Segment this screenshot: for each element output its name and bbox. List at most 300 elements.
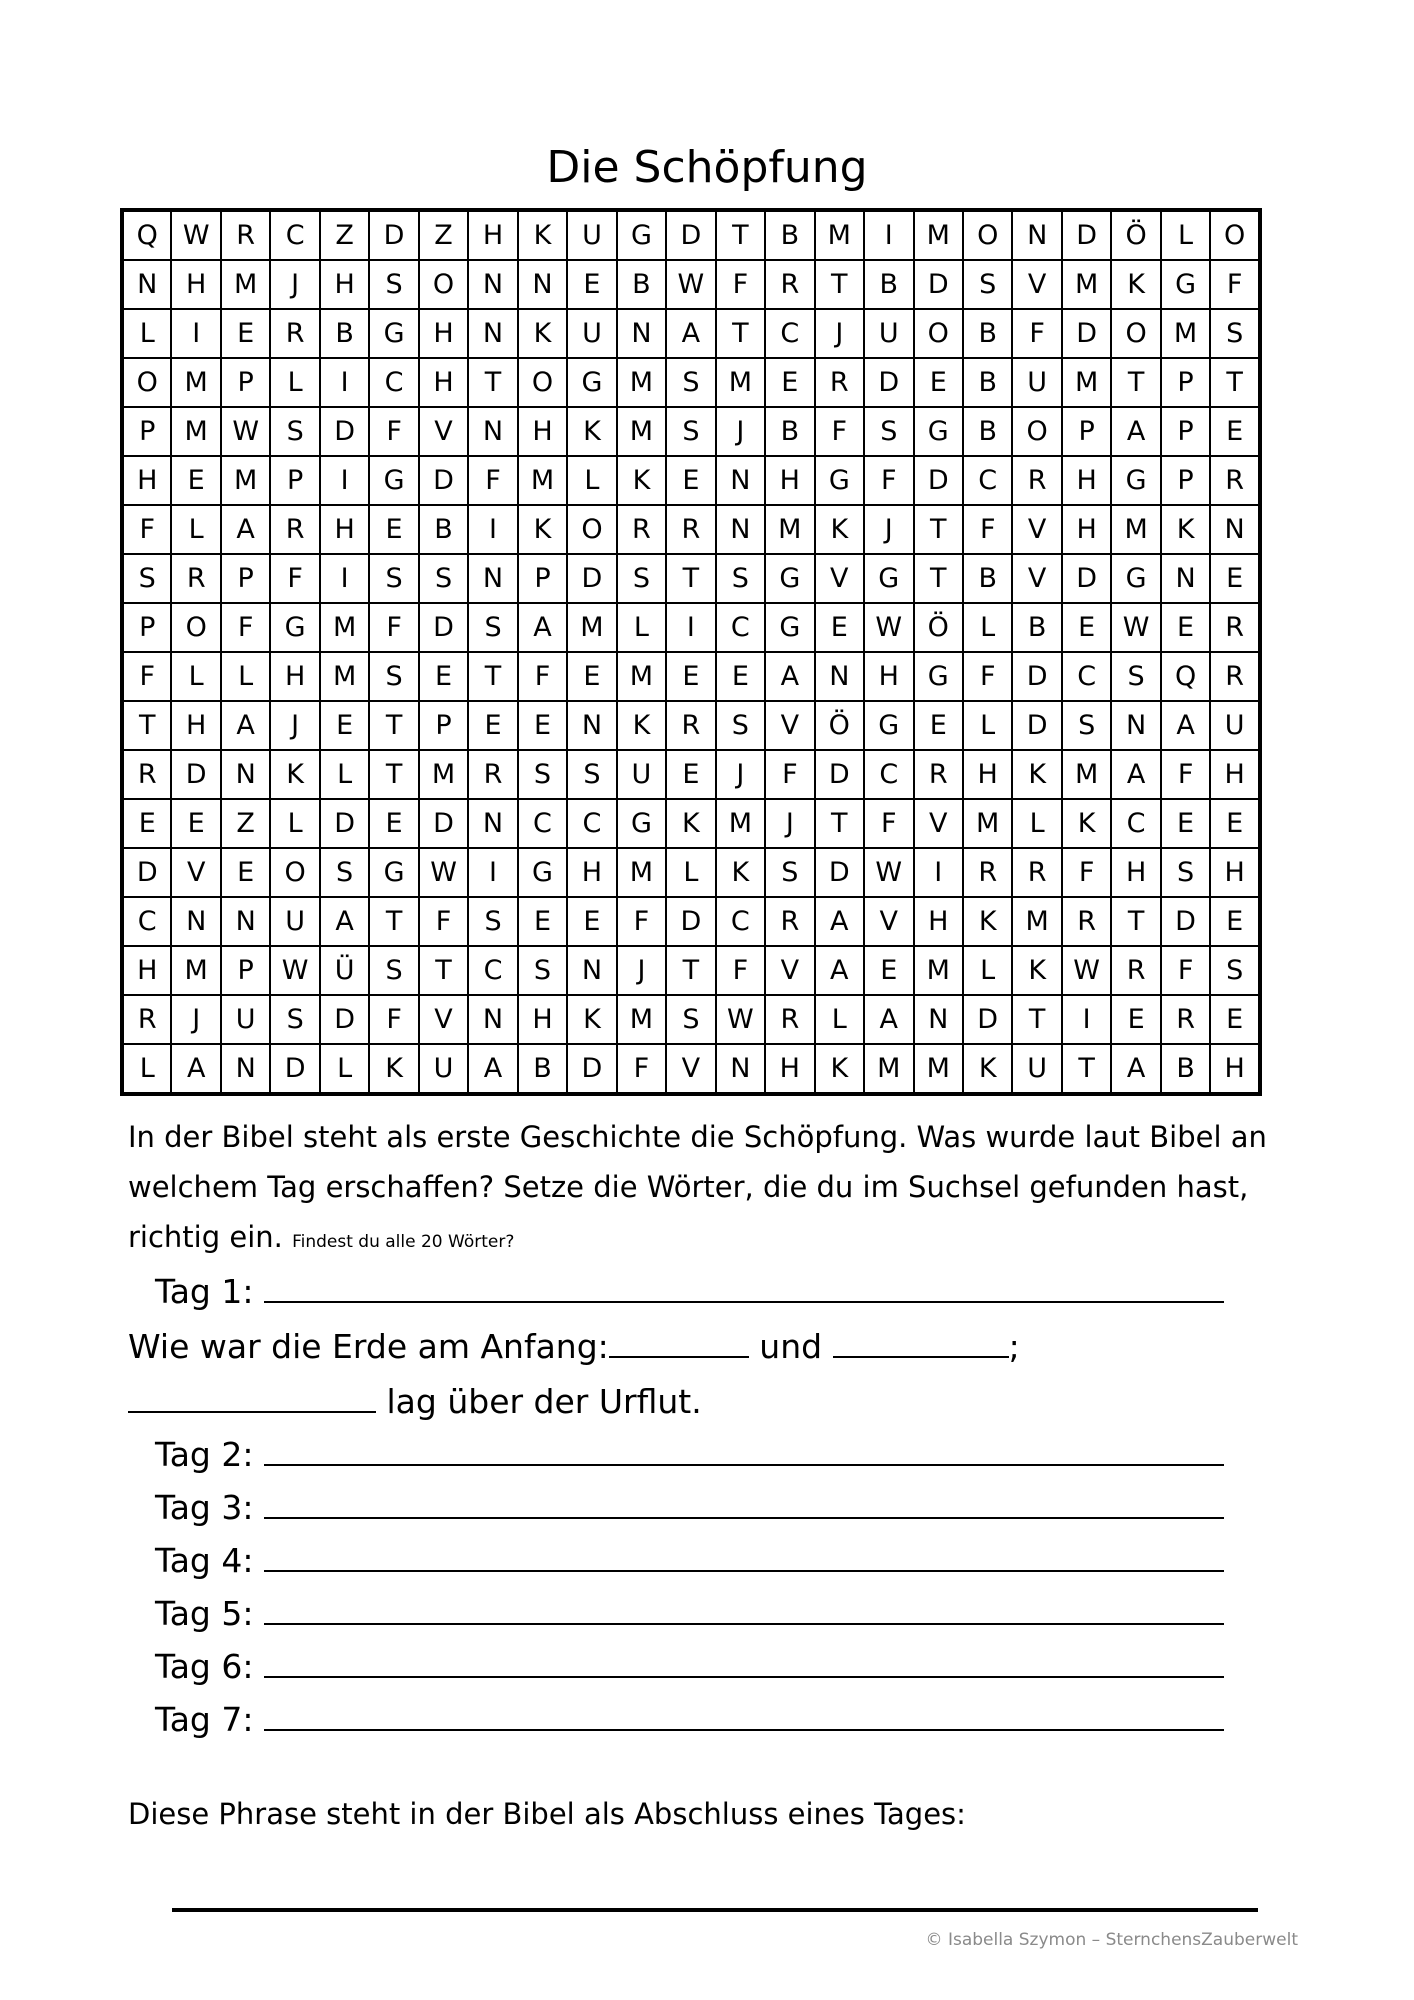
grid-cell[interactable]: V <box>765 946 814 995</box>
grid-cell[interactable]: R <box>122 995 171 1044</box>
grid-cell[interactable]: D <box>122 848 171 897</box>
grid-cell[interactable]: U <box>270 897 319 946</box>
grid-cell[interactable]: C <box>765 309 814 358</box>
grid-cell[interactable]: S <box>419 554 468 603</box>
day-4-answer-line[interactable] <box>264 1540 1224 1572</box>
grid-cell[interactable]: D <box>963 995 1012 1044</box>
grid-cell[interactable]: K <box>815 505 864 554</box>
grid-cell[interactable]: M <box>617 358 666 407</box>
grid-cell[interactable]: S <box>369 554 418 603</box>
grid-cell[interactable]: G <box>270 603 319 652</box>
grid-cell[interactable]: U <box>1012 1044 1061 1094</box>
grid-cell[interactable]: P <box>221 946 270 995</box>
grid-cell[interactable]: D <box>666 210 715 260</box>
grid-cell[interactable]: K <box>617 701 666 750</box>
grid-cell[interactable]: K <box>567 995 616 1044</box>
grid-cell[interactable]: E <box>1210 554 1260 603</box>
grid-cell[interactable]: T <box>666 946 715 995</box>
grid-cell[interactable]: D <box>1062 210 1111 260</box>
grid-cell[interactable]: F <box>369 407 418 456</box>
grid-cell[interactable]: E <box>1161 799 1210 848</box>
grid-cell[interactable]: D <box>567 1044 616 1094</box>
grid-cell[interactable]: D <box>914 456 963 505</box>
grid-cell[interactable]: S <box>963 260 1012 309</box>
grid-cell[interactable]: A <box>666 309 715 358</box>
grid-cell[interactable]: N <box>468 260 517 309</box>
grid-cell[interactable]: S <box>864 407 913 456</box>
grid-cell[interactable]: C <box>369 358 418 407</box>
grid-cell[interactable]: S <box>369 946 418 995</box>
grid-cell[interactable]: S <box>567 750 616 799</box>
grid-cell[interactable]: Z <box>320 210 369 260</box>
grid-cell[interactable]: G <box>1161 260 1210 309</box>
grid-cell[interactable]: T <box>914 554 963 603</box>
grid-cell[interactable]: P <box>122 407 171 456</box>
grid-cell[interactable]: S <box>716 554 765 603</box>
grid-cell[interactable]: N <box>815 652 864 701</box>
grid-cell[interactable]: C <box>567 799 616 848</box>
grid-cell[interactable]: W <box>716 995 765 1044</box>
grid-cell[interactable]: N <box>567 946 616 995</box>
grid-cell[interactable]: I <box>171 309 220 358</box>
grid-cell[interactable]: N <box>716 456 765 505</box>
grid-cell[interactable]: M <box>1062 260 1111 309</box>
grid-cell[interactable]: T <box>716 210 765 260</box>
grid-cell[interactable]: J <box>270 260 319 309</box>
grid-cell[interactable]: M <box>1012 897 1061 946</box>
grid-cell[interactable]: F <box>765 750 814 799</box>
grid-cell[interactable]: K <box>369 1044 418 1094</box>
grid-cell[interactable]: N <box>171 897 220 946</box>
grid-cell[interactable]: K <box>1111 260 1160 309</box>
grid-cell[interactable]: L <box>320 750 369 799</box>
grid-cell[interactable]: S <box>468 603 517 652</box>
grid-cell[interactable]: N <box>122 260 171 309</box>
grid-cell[interactable]: S <box>270 995 319 1044</box>
grid-cell[interactable]: A <box>1111 750 1160 799</box>
grid-cell[interactable]: M <box>914 210 963 260</box>
grid-cell[interactable]: P <box>221 358 270 407</box>
grid-cell[interactable]: V <box>666 1044 715 1094</box>
grid-cell[interactable]: J <box>617 946 666 995</box>
grid-cell[interactable]: M <box>765 505 814 554</box>
grid-cell[interactable]: V <box>1012 505 1061 554</box>
grid-cell[interactable]: Ö <box>914 603 963 652</box>
grid-cell[interactable]: M <box>864 1044 913 1094</box>
day-3-answer-line[interactable] <box>264 1487 1224 1519</box>
grid-cell[interactable]: H <box>765 456 814 505</box>
grid-cell[interactable]: F <box>1012 309 1061 358</box>
grid-cell[interactable]: K <box>666 799 715 848</box>
grid-cell[interactable]: E <box>1210 995 1260 1044</box>
grid-cell[interactable]: T <box>1210 358 1260 407</box>
grid-cell[interactable]: A <box>765 652 814 701</box>
grid-cell[interactable]: F <box>122 505 171 554</box>
grid-cell[interactable]: A <box>815 946 864 995</box>
grid-cell[interactable]: S <box>666 995 715 1044</box>
grid-cell[interactable]: E <box>914 358 963 407</box>
grid-cell[interactable]: E <box>666 456 715 505</box>
grid-cell[interactable]: A <box>864 995 913 1044</box>
grid-cell[interactable]: N <box>468 407 517 456</box>
grid-cell[interactable]: J <box>864 505 913 554</box>
grid-cell[interactable]: C <box>864 750 913 799</box>
grid-cell[interactable]: J <box>765 799 814 848</box>
grid-cell[interactable]: P <box>270 456 319 505</box>
grid-cell[interactable]: V <box>914 799 963 848</box>
day-6-answer-line[interactable] <box>264 1646 1224 1678</box>
grid-cell[interactable]: K <box>270 750 319 799</box>
grid-cell[interactable]: D <box>914 260 963 309</box>
grid-cell[interactable]: R <box>270 309 319 358</box>
grid-cell[interactable]: H <box>171 701 220 750</box>
day-2-answer-line[interactable] <box>264 1434 1224 1466</box>
grid-cell[interactable]: Z <box>419 210 468 260</box>
grid-cell[interactable]: B <box>963 358 1012 407</box>
grid-cell[interactable]: S <box>1161 848 1210 897</box>
grid-cell[interactable]: G <box>914 407 963 456</box>
grid-cell[interactable]: O <box>567 505 616 554</box>
grid-cell[interactable]: E <box>765 358 814 407</box>
grid-cell[interactable]: N <box>716 1044 765 1094</box>
grid-cell[interactable]: P <box>1161 456 1210 505</box>
grid-cell[interactable]: H <box>765 1044 814 1094</box>
grid-cell[interactable]: M <box>419 750 468 799</box>
grid-cell[interactable]: E <box>518 701 567 750</box>
grid-cell[interactable]: M <box>221 260 270 309</box>
grid-cell[interactable]: M <box>914 946 963 995</box>
day-7-answer-line[interactable] <box>264 1699 1224 1731</box>
grid-cell[interactable]: H <box>963 750 1012 799</box>
grid-cell[interactable]: K <box>1012 946 1061 995</box>
grid-cell[interactable]: D <box>864 358 913 407</box>
grid-cell[interactable]: K <box>567 407 616 456</box>
grid-cell[interactable]: V <box>864 897 913 946</box>
grid-cell[interactable]: R <box>1210 652 1260 701</box>
grid-cell[interactable]: E <box>171 456 220 505</box>
grid-cell[interactable]: K <box>518 505 567 554</box>
grid-cell[interactable]: H <box>171 260 220 309</box>
grid-cell[interactable]: I <box>320 554 369 603</box>
grid-cell[interactable]: D <box>1012 652 1061 701</box>
grid-cell[interactable]: P <box>1161 407 1210 456</box>
grid-cell[interactable]: R <box>815 358 864 407</box>
grid-cell[interactable]: U <box>1210 701 1260 750</box>
grid-cell[interactable]: H <box>1210 848 1260 897</box>
grid-cell[interactable]: M <box>1111 505 1160 554</box>
grid-cell[interactable]: C <box>963 456 1012 505</box>
grid-cell[interactable]: D <box>320 799 369 848</box>
grid-cell[interactable]: L <box>1161 210 1210 260</box>
grid-cell[interactable]: T <box>122 701 171 750</box>
grid-cell[interactable]: V <box>1012 554 1061 603</box>
grid-cell[interactable]: E <box>567 652 616 701</box>
grid-cell[interactable]: R <box>765 995 814 1044</box>
grid-cell[interactable]: G <box>518 848 567 897</box>
grid-cell[interactable]: I <box>864 210 913 260</box>
grid-cell[interactable]: H <box>864 652 913 701</box>
grid-cell[interactable]: R <box>1111 946 1160 995</box>
grid-cell[interactable]: T <box>815 799 864 848</box>
grid-cell[interactable]: H <box>914 897 963 946</box>
grid-cell[interactable]: A <box>518 603 567 652</box>
grid-cell[interactable]: P <box>1161 358 1210 407</box>
grid-cell[interactable]: V <box>171 848 220 897</box>
grid-cell[interactable]: U <box>221 995 270 1044</box>
grid-cell[interactable]: T <box>815 260 864 309</box>
grid-cell[interactable]: I <box>320 358 369 407</box>
grid-cell[interactable]: R <box>221 210 270 260</box>
grid-cell[interactable]: E <box>864 946 913 995</box>
grid-cell[interactable]: T <box>369 701 418 750</box>
grid-cell[interactable]: T <box>666 554 715 603</box>
grid-cell[interactable]: N <box>468 995 517 1044</box>
grid-cell[interactable]: M <box>567 603 616 652</box>
grid-cell[interactable]: S <box>716 701 765 750</box>
grid-cell[interactable]: S <box>1210 309 1260 358</box>
grid-cell[interactable]: H <box>122 946 171 995</box>
grid-cell[interactable]: F <box>369 995 418 1044</box>
grid-cell[interactable]: M <box>221 456 270 505</box>
grid-cell[interactable]: L <box>171 652 220 701</box>
grid-cell[interactable]: N <box>221 1044 270 1094</box>
grid-cell[interactable]: E <box>320 701 369 750</box>
grid-cell[interactable]: G <box>369 456 418 505</box>
grid-cell[interactable]: F <box>617 1044 666 1094</box>
grid-cell[interactable]: W <box>1062 946 1111 995</box>
grid-cell[interactable]: C <box>122 897 171 946</box>
grid-cell[interactable]: U <box>567 309 616 358</box>
grid-cell[interactable]: V <box>765 701 814 750</box>
grid-cell[interactable]: F <box>963 652 1012 701</box>
grid-cell[interactable]: I <box>468 505 517 554</box>
grid-cell[interactable]: G <box>864 554 913 603</box>
grid-cell[interactable]: R <box>1012 456 1061 505</box>
day-5-answer-line[interactable] <box>264 1593 1224 1625</box>
grid-cell[interactable]: E <box>1161 603 1210 652</box>
grid-cell[interactable]: A <box>468 1044 517 1094</box>
grid-cell[interactable]: A <box>221 701 270 750</box>
grid-cell[interactable]: M <box>1161 309 1210 358</box>
grid-cell[interactable]: K <box>518 210 567 260</box>
grid-cell[interactable]: S <box>320 848 369 897</box>
grid-cell[interactable]: R <box>1012 848 1061 897</box>
grid-cell[interactable]: C <box>716 603 765 652</box>
grid-cell[interactable]: N <box>1210 505 1260 554</box>
grid-cell[interactable]: C <box>270 210 319 260</box>
grid-cell[interactable]: F <box>1210 260 1260 309</box>
grid-cell[interactable]: T <box>1111 897 1160 946</box>
grid-cell[interactable]: T <box>369 750 418 799</box>
grid-cell[interactable]: D <box>567 554 616 603</box>
grid-cell[interactable]: R <box>468 750 517 799</box>
grid-cell[interactable]: V <box>419 407 468 456</box>
grid-cell[interactable]: Q <box>1161 652 1210 701</box>
grid-cell[interactable]: H <box>320 260 369 309</box>
grid-cell[interactable]: Ö <box>1111 210 1160 260</box>
grid-cell[interactable]: W <box>864 603 913 652</box>
grid-cell[interactable]: G <box>914 652 963 701</box>
grid-cell[interactable]: H <box>1111 848 1160 897</box>
grid-cell[interactable]: O <box>1210 210 1260 260</box>
grid-cell[interactable]: K <box>1062 799 1111 848</box>
grid-cell[interactable]: E <box>122 799 171 848</box>
grid-cell[interactable]: J <box>716 407 765 456</box>
grid-cell[interactable]: M <box>914 1044 963 1094</box>
grid-cell[interactable]: B <box>864 260 913 309</box>
grid-cell[interactable]: P <box>1062 407 1111 456</box>
grid-cell[interactable]: L <box>963 946 1012 995</box>
grid-cell[interactable]: E <box>666 750 715 799</box>
grid-cell[interactable]: F <box>221 603 270 652</box>
grid-cell[interactable]: D <box>1161 897 1210 946</box>
grid-cell[interactable]: H <box>468 210 517 260</box>
grid-cell[interactable]: H <box>1210 750 1260 799</box>
grid-cell[interactable]: D <box>369 210 418 260</box>
grid-cell[interactable]: B <box>419 505 468 554</box>
grid-cell[interactable]: M <box>617 652 666 701</box>
grid-cell[interactable]: D <box>1062 309 1111 358</box>
grid-cell[interactable]: M <box>1062 750 1111 799</box>
grid-cell[interactable]: O <box>419 260 468 309</box>
grid-cell[interactable]: S <box>1210 946 1260 995</box>
grid-cell[interactable]: M <box>320 603 369 652</box>
grid-cell[interactable]: S <box>666 407 715 456</box>
grid-cell[interactable]: B <box>765 407 814 456</box>
grid-cell[interactable]: H <box>518 995 567 1044</box>
grid-cell[interactable]: C <box>1062 652 1111 701</box>
grid-cell[interactable]: S <box>369 652 418 701</box>
grid-cell[interactable]: S <box>1062 701 1111 750</box>
grid-cell[interactable]: R <box>1210 456 1260 505</box>
grid-cell[interactable]: D <box>1062 554 1111 603</box>
grid-cell[interactable]: J <box>270 701 319 750</box>
grid-cell[interactable]: U <box>1012 358 1061 407</box>
grid-cell[interactable]: K <box>963 1044 1012 1094</box>
grid-cell[interactable]: R <box>1161 995 1210 1044</box>
grid-cell[interactable]: M <box>320 652 369 701</box>
grid-cell[interactable]: U <box>617 750 666 799</box>
grid-cell[interactable]: M <box>716 799 765 848</box>
grid-cell[interactable]: N <box>518 260 567 309</box>
grid-cell[interactable]: T <box>468 358 517 407</box>
grid-cell[interactable]: U <box>567 210 616 260</box>
grid-cell[interactable]: H <box>1210 1044 1260 1094</box>
grid-cell[interactable]: R <box>617 505 666 554</box>
grid-cell[interactable]: F <box>369 603 418 652</box>
grid-cell[interactable]: D <box>815 750 864 799</box>
grid-cell[interactable]: L <box>270 358 319 407</box>
grid-cell[interactable]: P <box>122 603 171 652</box>
grid-cell[interactable]: C <box>716 897 765 946</box>
grid-cell[interactable]: N <box>567 701 616 750</box>
grid-cell[interactable]: N <box>221 750 270 799</box>
grid-cell[interactable]: G <box>567 358 616 407</box>
grid-cell[interactable]: T <box>468 652 517 701</box>
grid-cell[interactable]: O <box>518 358 567 407</box>
grid-cell[interactable]: E <box>419 652 468 701</box>
grid-cell[interactable]: T <box>419 946 468 995</box>
grid-cell[interactable]: E <box>1210 799 1260 848</box>
grid-cell[interactable]: B <box>1161 1044 1210 1094</box>
grid-cell[interactable]: A <box>221 505 270 554</box>
grid-cell[interactable]: F <box>1062 848 1111 897</box>
grid-cell[interactable]: T <box>1111 358 1160 407</box>
grid-cell[interactable]: C <box>468 946 517 995</box>
grid-cell[interactable]: F <box>1161 750 1210 799</box>
grid-cell[interactable]: B <box>617 260 666 309</box>
grid-cell[interactable]: D <box>1012 701 1061 750</box>
grid-cell[interactable]: F <box>963 505 1012 554</box>
day-1-answer-line[interactable] <box>264 1271 1224 1303</box>
grid-cell[interactable]: R <box>270 505 319 554</box>
grid-cell[interactable]: G <box>369 309 418 358</box>
grid-cell[interactable]: R <box>765 897 814 946</box>
grid-cell[interactable]: O <box>171 603 220 652</box>
grid-cell[interactable]: E <box>1062 603 1111 652</box>
grid-cell[interactable]: S <box>518 750 567 799</box>
grid-cell[interactable]: T <box>1062 1044 1111 1094</box>
grid-cell[interactable]: A <box>171 1044 220 1094</box>
grid-cell[interactable]: K <box>716 848 765 897</box>
grid-cell[interactable]: H <box>419 358 468 407</box>
grid-cell[interactable]: O <box>270 848 319 897</box>
grid-cell[interactable]: M <box>815 210 864 260</box>
grid-cell[interactable]: E <box>369 505 418 554</box>
grid-cell[interactable]: N <box>221 897 270 946</box>
grid-cell[interactable]: A <box>1161 701 1210 750</box>
grid-cell[interactable]: H <box>1062 505 1111 554</box>
grid-cell[interactable]: S <box>468 897 517 946</box>
grid-cell[interactable]: L <box>567 456 616 505</box>
grid-cell[interactable]: M <box>171 358 220 407</box>
grid-cell[interactable]: E <box>468 701 517 750</box>
grid-cell[interactable]: S <box>666 358 715 407</box>
grid-cell[interactable]: M <box>1062 358 1111 407</box>
grid-cell[interactable]: M <box>617 995 666 1044</box>
grid-cell[interactable]: N <box>1111 701 1160 750</box>
grid-cell[interactable]: R <box>171 554 220 603</box>
grid-cell[interactable]: K <box>617 456 666 505</box>
grid-cell[interactable]: F <box>270 554 319 603</box>
grid-cell[interactable]: L <box>963 603 1012 652</box>
grid-cell[interactable]: I <box>320 456 369 505</box>
grid-cell[interactable]: G <box>1111 554 1160 603</box>
grid-cell[interactable]: G <box>765 603 814 652</box>
grid-cell[interactable]: M <box>171 946 220 995</box>
grid-cell[interactable]: B <box>765 210 814 260</box>
grid-cell[interactable]: L <box>1012 799 1061 848</box>
grid-cell[interactable]: M <box>716 358 765 407</box>
grid-cell[interactable]: H <box>270 652 319 701</box>
grid-cell[interactable]: W <box>419 848 468 897</box>
grid-cell[interactable]: M <box>518 456 567 505</box>
grid-cell[interactable]: O <box>122 358 171 407</box>
grid-cell[interactable]: D <box>171 750 220 799</box>
grid-cell[interactable]: L <box>666 848 715 897</box>
grid-cell[interactable]: F <box>1161 946 1210 995</box>
grid-cell[interactable]: R <box>122 750 171 799</box>
grid-cell[interactable]: N <box>914 995 963 1044</box>
grid-cell[interactable]: D <box>419 799 468 848</box>
grid-cell[interactable]: L <box>122 309 171 358</box>
grid-cell[interactable]: N <box>1161 554 1210 603</box>
grid-cell[interactable]: C <box>518 799 567 848</box>
grid-cell[interactable]: L <box>270 799 319 848</box>
grid-cell[interactable]: D <box>320 407 369 456</box>
grid-cell[interactable]: G <box>1111 456 1160 505</box>
grid-cell[interactable]: F <box>716 946 765 995</box>
